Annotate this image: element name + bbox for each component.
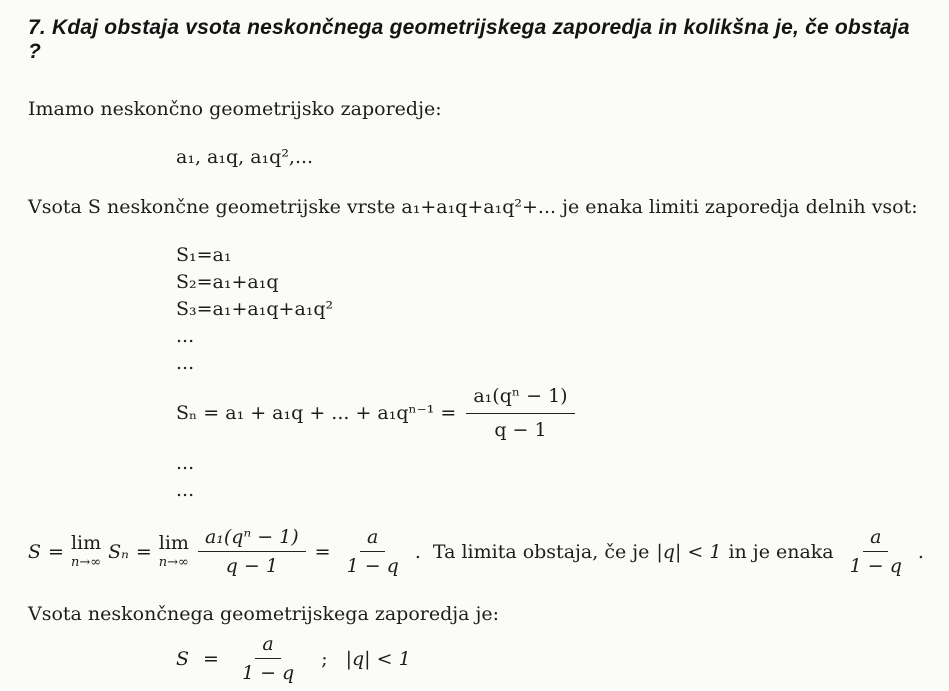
fraction-denominator: 1 − q xyxy=(346,555,399,577)
limit-fraction-general xyxy=(198,526,306,577)
partial-sum-s3: S₃=a₁+a₁q+a₁q² xyxy=(176,298,334,320)
period: . xyxy=(917,540,924,563)
lim-word: lim xyxy=(70,532,102,554)
fraction-numerator: a xyxy=(360,526,385,552)
partial-sum-s2: S₂=a₁+a₁q xyxy=(176,271,279,293)
final-S: S xyxy=(176,647,190,670)
ellipsis-line: ... xyxy=(176,479,195,501)
lim-subscript: n→∞ xyxy=(158,555,189,570)
partial-sum-s1: S₁=a₁ xyxy=(176,244,232,266)
limit-operator xyxy=(159,534,189,569)
limit-operator xyxy=(71,534,101,569)
limit-S: S xyxy=(28,540,42,563)
intro-text: Imamo neskončno geometrijsko zaporedje: xyxy=(28,98,442,120)
equals-sign: = xyxy=(135,540,152,563)
fraction-denominator: 1 − q xyxy=(849,555,902,577)
fraction-numerator: a xyxy=(863,526,888,552)
equals-sign: = xyxy=(314,540,331,563)
limit-fraction-final xyxy=(843,526,909,577)
semicolon: ; xyxy=(321,647,328,670)
ellipsis-line: ... xyxy=(176,452,195,474)
partial-sums-block xyxy=(176,242,921,504)
limit-fraction-result xyxy=(340,526,406,577)
sn-left-side: Sₙ = a₁ + a₁q + ... + a₁qⁿ⁻¹ = xyxy=(176,402,457,424)
fraction-numerator: a xyxy=(255,633,280,659)
limit-condition-text: Ta limita obstaja, če je xyxy=(432,540,650,563)
final-fraction xyxy=(235,633,301,684)
sn-fraction-numerator: a₁(qⁿ − 1) xyxy=(466,383,574,414)
partial-sum-sn xyxy=(176,383,921,444)
final-condition: |q| < 1 xyxy=(345,647,411,670)
page-title: 7. Kdaj obstaja vsota neskončnega geometrijskega zaporedja in kolikšna je, če obstaja ? xyxy=(28,16,910,63)
equals-sign: = xyxy=(48,540,64,563)
period: . xyxy=(414,540,421,563)
limit-equation xyxy=(28,526,924,577)
ellipsis-line: ... xyxy=(176,325,195,347)
final-formula xyxy=(176,633,921,684)
sum-description: Vsota S neskončne geometrijske vrste a₁+a₁q+a₁q²+... je enaka limiti zaporedja delnih vsot: xyxy=(28,196,918,218)
abs-q-condition: |q| < 1 xyxy=(656,540,722,563)
ellipsis-line: ... xyxy=(176,352,195,374)
sn-fraction xyxy=(466,383,574,444)
lim-subscript: n→∞ xyxy=(70,555,102,570)
equals-text: in je enaka xyxy=(728,540,834,563)
conclusion-text: Vsota neskončnega geometrijskega zaporedja je: xyxy=(28,603,500,625)
sequence-formula: a₁, a₁q, a₁q²,... xyxy=(176,146,314,168)
limit-Sn: Sₙ xyxy=(108,540,129,563)
fraction-denominator: q − 1 xyxy=(225,555,278,577)
fraction-numerator: a₁(qⁿ − 1) xyxy=(198,526,306,552)
fraction-denominator: 1 − q xyxy=(241,662,295,684)
equals-sign: = xyxy=(203,647,219,670)
sn-fraction-denominator: q − 1 xyxy=(494,419,547,441)
lim-word: lim xyxy=(158,532,189,554)
